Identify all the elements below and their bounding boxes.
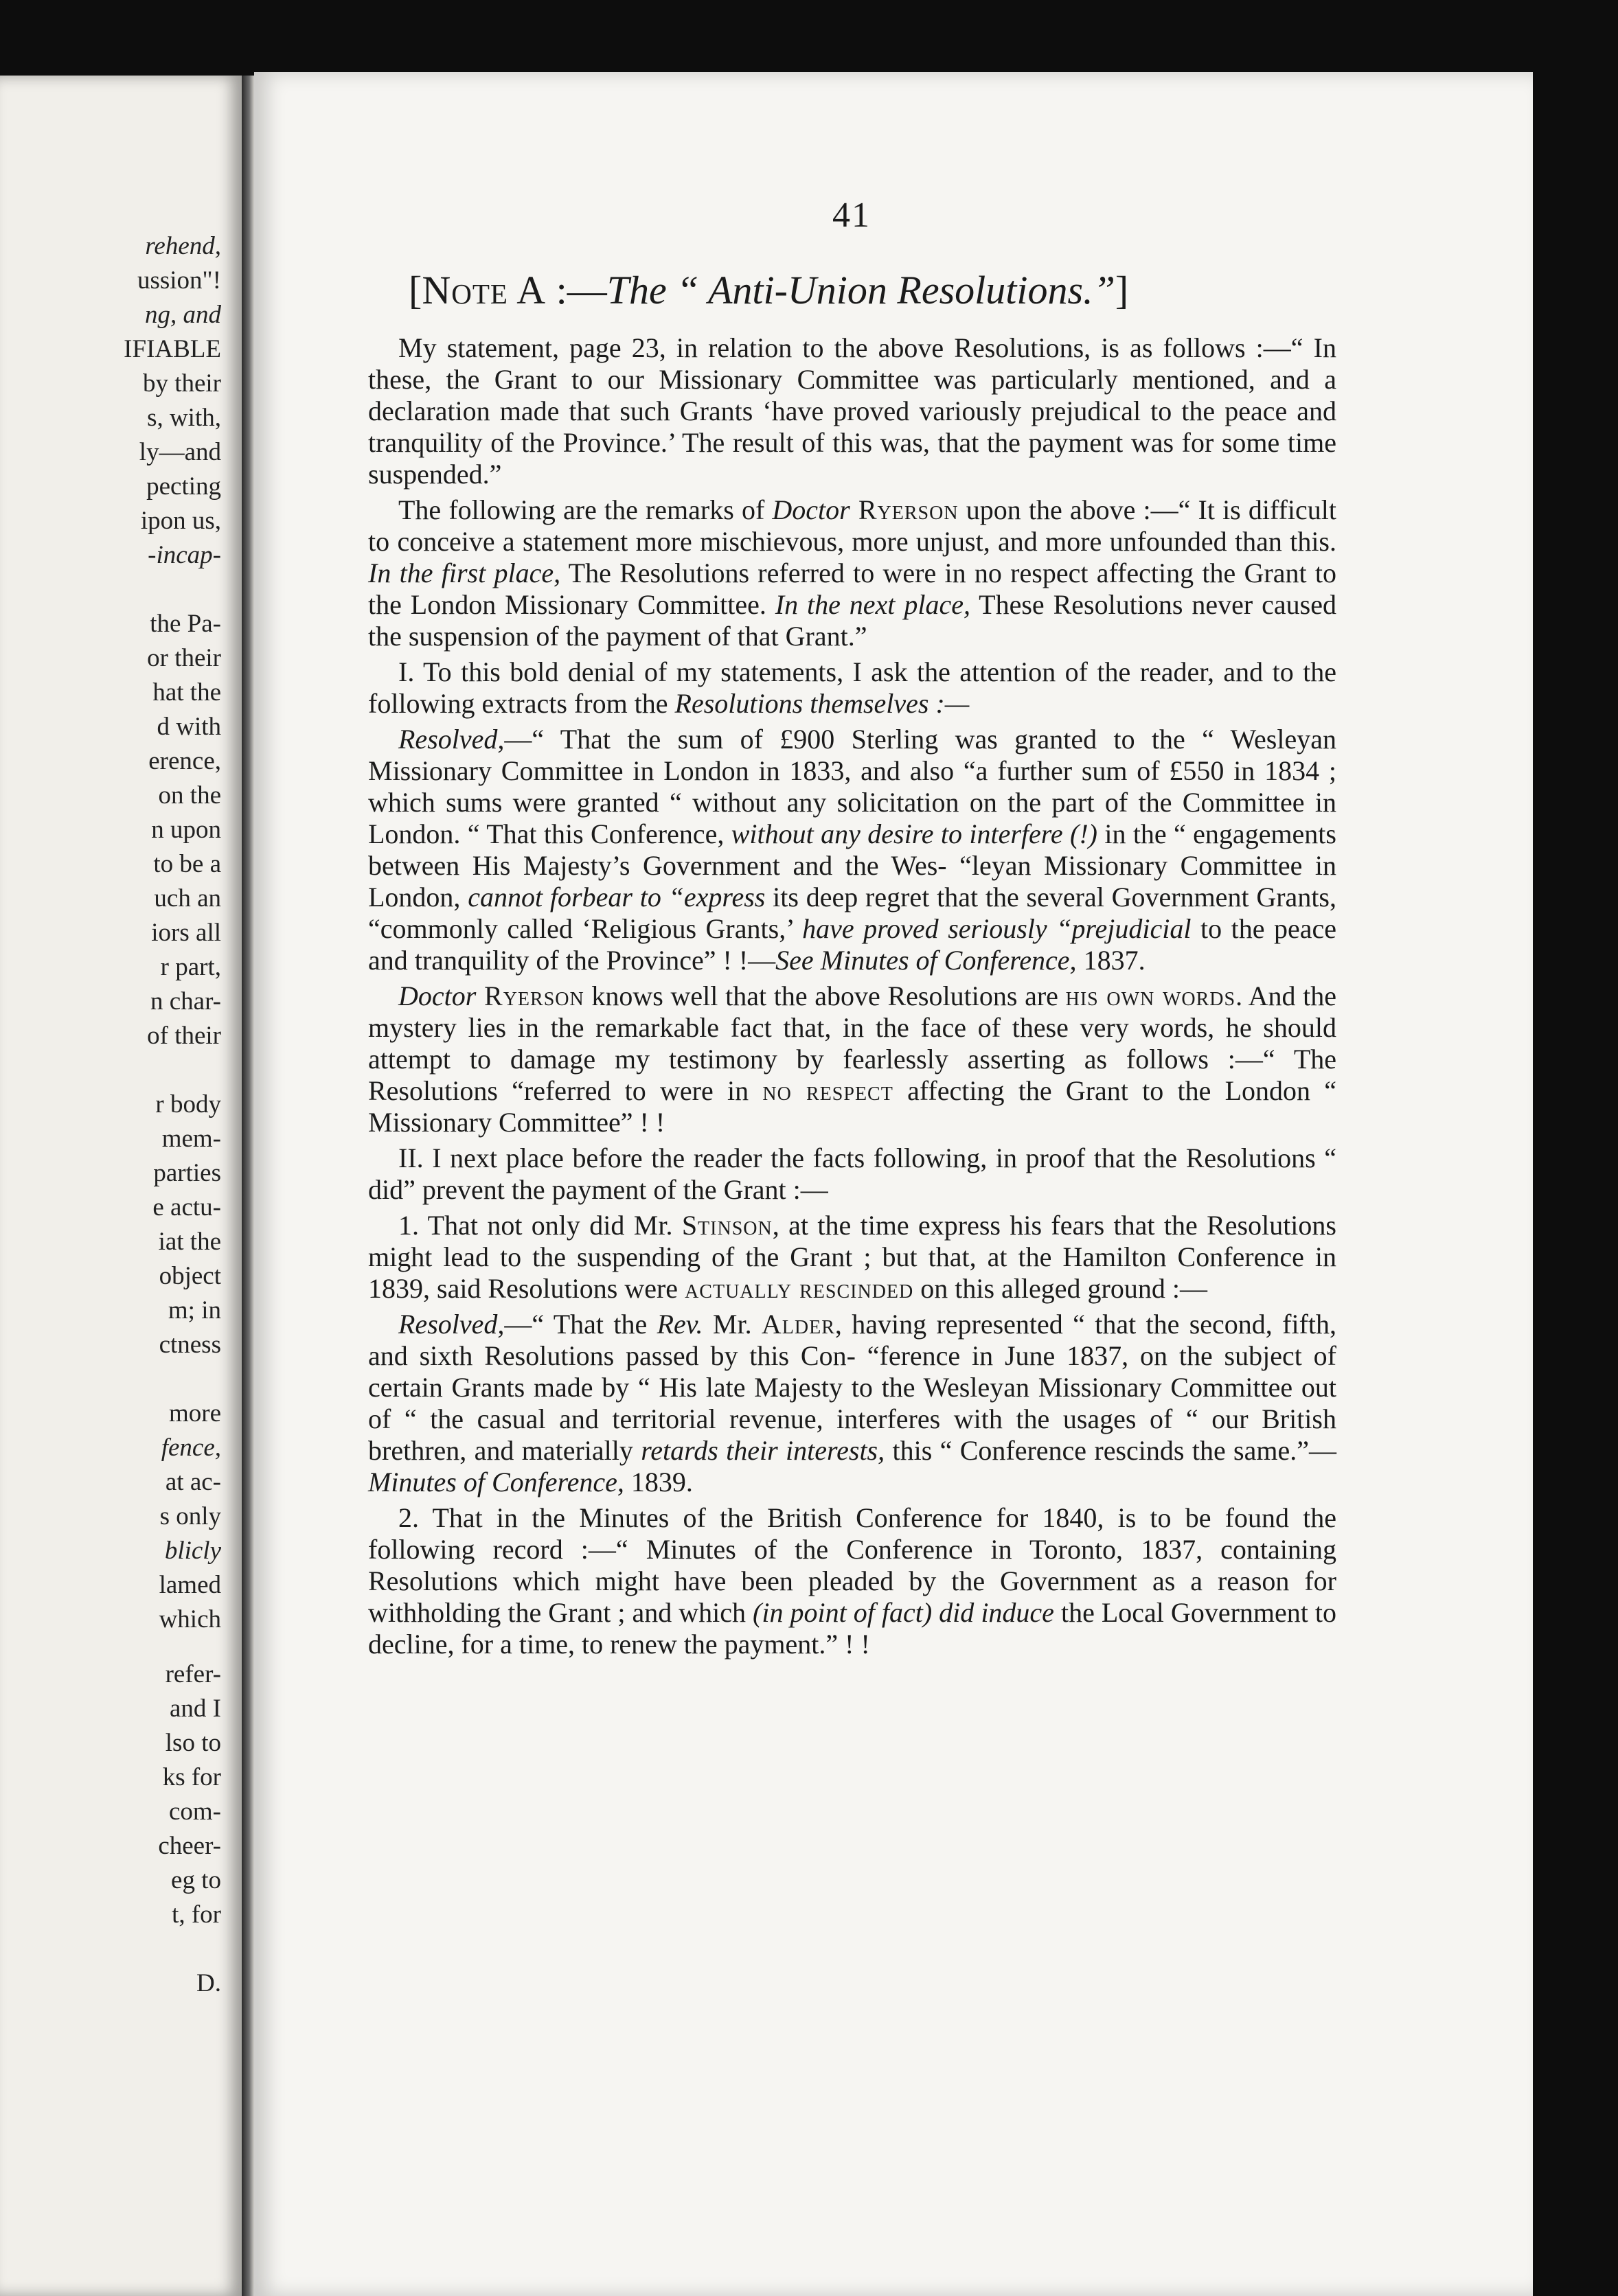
left-facing-page bbox=[0, 76, 242, 2296]
left-page-fragment: on the bbox=[158, 781, 221, 810]
left-page-fragment: s only bbox=[159, 1502, 221, 1530]
note-body bbox=[368, 332, 1336, 1664]
left-page-fragment: mem- bbox=[161, 1125, 221, 1153]
left-page-fragment: uch an bbox=[154, 884, 221, 912]
left-page-fragment: or their bbox=[147, 644, 221, 672]
note-title: [Note A :—The “ Anti-Union Resolutions.”] bbox=[409, 268, 1129, 312]
left-page-fragment: lso to bbox=[165, 1729, 221, 1757]
paragraph-resolved-1837: Resolved,—“ That the sum of £900 Sterling was granted to the “ Wesleyan Missionary Committee in London in 1833, and also “a further sum of £550 in 1834 ; which sums were granted “ without any solicitation on the part of the Committee in London. “ That this Conference, without any desire to interfere (!) in the “ engagements between His Majesty’s Government and the Wes- “leyan Missionary Committee in London, cannot forbear to “express its deep regret that the several Government Grants, “commonly called ‘Religious Grants,’ have proved seriously “prejudicial to the peace and tranquility of the Province” ! !—See Minutes of Conference, 1837. bbox=[368, 724, 1336, 976]
left-page-fragment: by their bbox=[142, 369, 221, 398]
paragraph-section-two: II. I next place before the reader the facts following, in proof that the Resolutions “ did” prevent the payment of the Grant :— bbox=[368, 1143, 1336, 1205]
left-page-fragment: erence, bbox=[148, 747, 221, 775]
left-page-fragment: parties bbox=[153, 1159, 221, 1187]
paragraph-ryerson-remarks: The following are the remarks of Doctor Ryerson upon the above :—“ It is difficult to conceive a statement more mischievous, more unjust, and more unfounded than this. In the first place, The Resolutions referred to were in no respect affecting the Grant to the London Missionary Committee. In the next place, These Resolutions never caused the suspension of the payment of that Grant.” bbox=[368, 494, 1337, 652]
left-page-fragment: n char- bbox=[150, 987, 221, 1015]
left-page-fragment: the Pa- bbox=[150, 610, 221, 638]
left-page-fragment: lamed bbox=[159, 1571, 221, 1599]
left-page-fragment: n upon bbox=[151, 816, 221, 844]
left-page-fragment: ctness bbox=[159, 1331, 221, 1359]
left-page-fragment: ly—and bbox=[139, 438, 221, 466]
left-page-fragment: iors all bbox=[151, 919, 221, 947]
book-gutter bbox=[242, 76, 254, 2296]
left-page-fragment: object bbox=[159, 1262, 221, 1290]
left-page-fragment: to be a bbox=[153, 850, 221, 878]
left-page-fragment: more bbox=[168, 1399, 221, 1427]
left-page-fragment: IFIABLE bbox=[124, 335, 221, 363]
left-page-fragment: fence, bbox=[161, 1434, 221, 1462]
left-page-fragment: refer- bbox=[165, 1660, 221, 1688]
left-page-fragment: and I bbox=[170, 1695, 221, 1723]
left-page-fragment: pecting bbox=[146, 472, 221, 501]
left-page-fragment: D. bbox=[196, 1969, 221, 1997]
paragraph-statement: My statement, page 23, in relation to the above Resolutions, is as follows :—“ In these, the Grant to our Missionary Committee was particularly mentioned, and a declaration made that such Grants ‘have proved variously prejudical to the peace and tranquility of the Province.’ The result of this was, that the payment was for some time suspended.” bbox=[368, 332, 1336, 490]
left-page-fragment: at ac- bbox=[165, 1468, 221, 1496]
left-page-fragment: which bbox=[159, 1605, 221, 1633]
left-page-fragment: r body bbox=[155, 1090, 221, 1118]
left-page-fragment: t, for bbox=[172, 1901, 221, 1929]
paragraph-item-one: 1. That not only did Mr. Stinson, at the time express his fears that the Resolutions might lead to the suspending of the Grant ; but that, at the Hamilton Conference in 1839, said Resolutions were actually rescinded on this alleged ground :— bbox=[368, 1210, 1336, 1304]
paragraph-his-own-words: Doctor Ryerson knows well that the above Resolutions are his own words. And the mystery lies in the remarkable fact that, in the face of these very words, he should attempt to damage my testimony by fearlessly asserting as follows :—“ The Resolutions “referred to were in no respect affecting the Grant to the London “ Missionary Committee” ! ! bbox=[368, 980, 1337, 1138]
left-page-fragment: s, with, bbox=[147, 404, 221, 432]
left-page-fragment: ng, and bbox=[145, 301, 221, 329]
left-page-fragment: cheer- bbox=[158, 1832, 221, 1860]
right-page-edge bbox=[1533, 69, 1618, 2296]
paragraph-item-two: 2. That in the Minutes of the British Conference for 1840, is to be found the following record :—“ Minutes of the Conference in Toronto, 1837, containing Resolutions which might have been pleaded by the Government as a reason for withholding the Grant ; and which (in point of fact) did induce the Local Government to decline, for a time, to renew the payment.” ! ! bbox=[368, 1502, 1337, 1660]
left-page-fragment: blicly bbox=[164, 1537, 221, 1565]
left-page-fragment: ks for bbox=[162, 1763, 221, 1791]
left-page-fragment: of their bbox=[147, 1022, 221, 1050]
left-page-fragment: d with bbox=[157, 713, 221, 741]
left-page-fragment: rehend, bbox=[145, 232, 221, 260]
left-page-fragment: ussion"! bbox=[137, 266, 221, 295]
paragraph-resolved-1839: Resolved,—“ That the Rev. Mr. Alder, having represented “ that the second, fifth, and sixth Resolutions passed by this Con- “ference in June 1837, on the subject of certain Grants made by “ His late Majesty to the Wesleyan Missionary Committee out of “ the casual and territorial revenue, interferes with the usages of “ our British brethren, and materially retards their interests, this “ Conference rescinds the same.”—Minutes of Conference, 1839. bbox=[368, 1309, 1337, 1497]
left-page-fragment: eg to bbox=[171, 1866, 221, 1894]
left-page-fragment: hat the bbox=[152, 678, 221, 707]
left-page-fragment: e actu- bbox=[152, 1193, 221, 1221]
left-page-fragment: com- bbox=[168, 1798, 221, 1826]
left-page-fragment: ipon us, bbox=[140, 507, 221, 535]
left-page-fragment: -incap- bbox=[148, 541, 221, 569]
left-page-fragment: m; in bbox=[168, 1296, 221, 1324]
left-page-fragment: iat the bbox=[158, 1228, 221, 1256]
paragraph-section-one: I. To this bold denial of my statements, I ask the attention of the reader, and to the following extracts from the Resolutions themselves :— bbox=[368, 656, 1336, 719]
page-number: 41 bbox=[832, 196, 871, 235]
left-page-fragment: r part, bbox=[160, 953, 221, 981]
